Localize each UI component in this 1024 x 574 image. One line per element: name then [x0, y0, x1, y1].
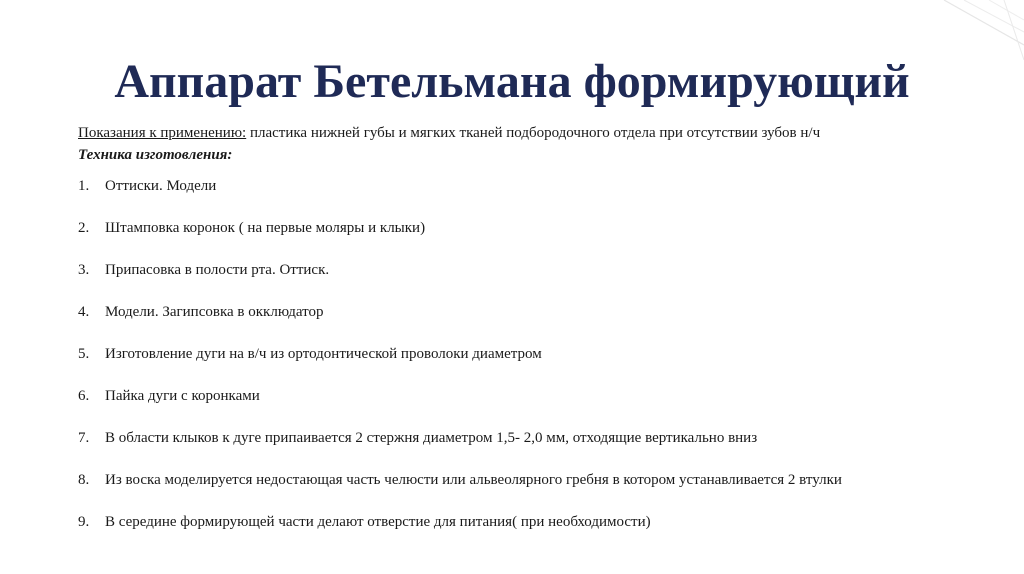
- list-item-number: 1.: [78, 178, 90, 194]
- list-item-text: Пайка дуги с коронками: [105, 388, 260, 404]
- list-item: [78, 176, 216, 196]
- list-item: [78, 470, 842, 490]
- list-item: [78, 218, 425, 238]
- list-item-text: В середине формирующей части делают отверстие для питания( при необходимости): [105, 514, 651, 530]
- indication-text: пластика нижней губы и мягких тканей подбородочного отдела при отсутствии зубов н/ч: [246, 125, 821, 141]
- list-item-number: 4.: [78, 304, 90, 320]
- list-item: [78, 428, 757, 448]
- technique-heading: Техника изготовления:: [78, 147, 233, 163]
- slide-title: Аппарат Бетельмана формирующий: [114, 55, 910, 108]
- list-item-text: Штамповка коронок ( на первые моляры и клыки): [105, 220, 426, 236]
- list-item-number: 6.: [78, 388, 90, 404]
- list-item: [78, 386, 260, 406]
- slide-content: [78, 123, 958, 530]
- list-item-number: 7.: [78, 430, 90, 446]
- list-item-number: 2.: [78, 220, 90, 236]
- list-item: [78, 302, 324, 322]
- list-item-text: Припасовка в полости рта. Оттиск.: [105, 262, 330, 278]
- list-item-text: В области клыков к дуге припаивается 2 стержня диаметром 1,5- 2,0 мм, отходящие вертикально вниз: [105, 430, 758, 446]
- indication-label: Показания к применению:: [78, 125, 247, 141]
- list-item-text: Изготовление дуги на в/ч из ортодонтической проволоки диаметром: [105, 346, 542, 362]
- list-item-number: 9.: [78, 514, 90, 530]
- list-item: [78, 260, 329, 280]
- list-item-number: 5.: [78, 346, 90, 362]
- list-item-text: Оттиски. Модели: [105, 178, 217, 194]
- list-item-number: 8.: [78, 472, 90, 488]
- list-item: [78, 344, 542, 364]
- list-item-text: Модели. Загипсовка в окклюдатор: [105, 304, 324, 320]
- list-item-number: 3.: [78, 262, 90, 278]
- indication-paragraph: [78, 123, 958, 143]
- list-item-text: Из воска моделируется недостающая часть челюсти или альвеолярного гребня в котором устанавливается 2 втулки: [105, 472, 842, 488]
- list-item: [78, 512, 651, 532]
- corner-decoration: [934, 0, 1024, 60]
